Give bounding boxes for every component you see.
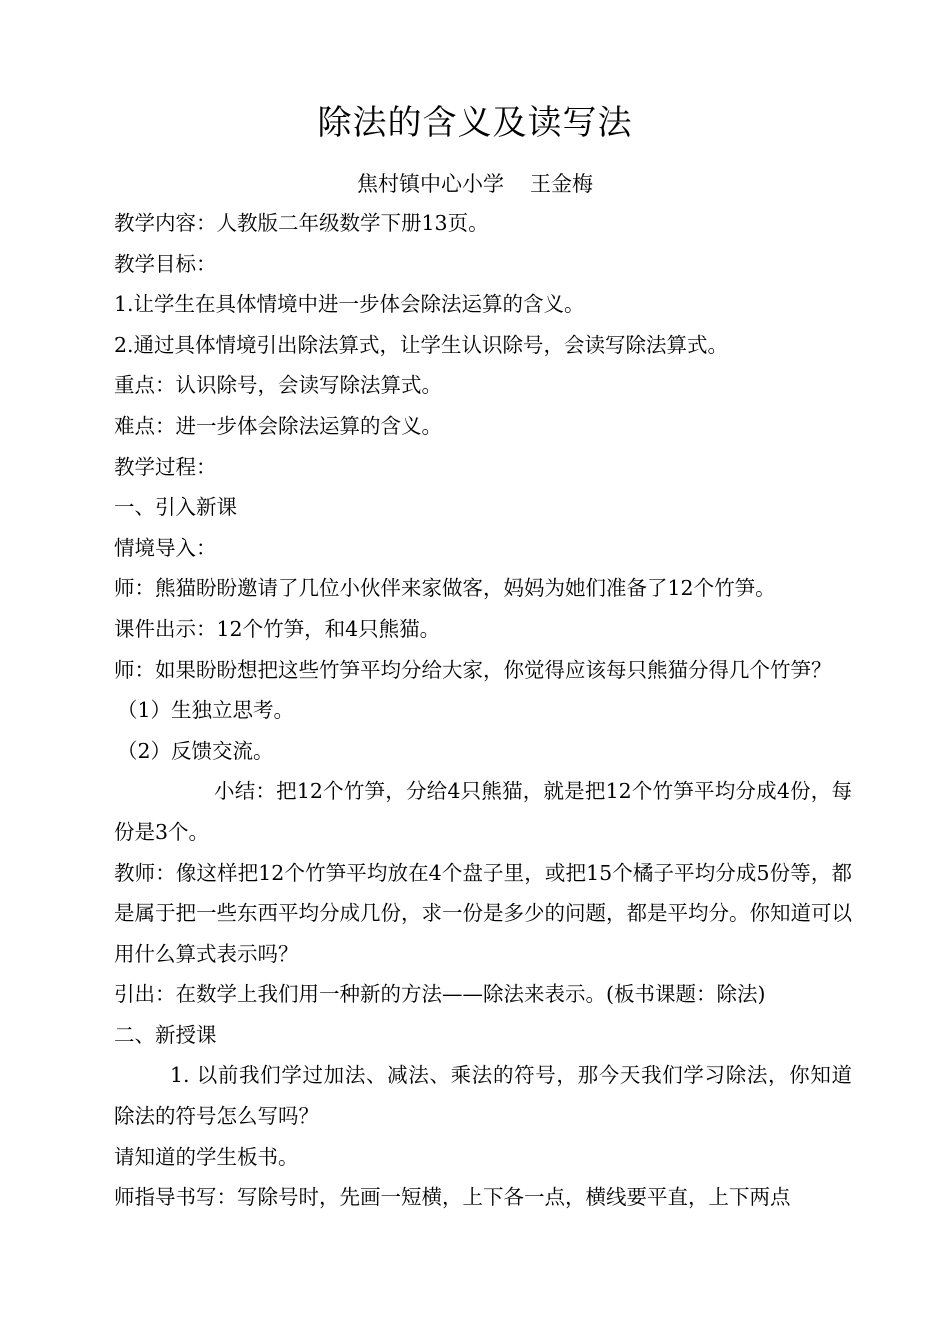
key-point: 重点：认识除号，会读写除法算式。 bbox=[114, 373, 442, 398]
step-item-1: （1）生独立思考。 bbox=[117, 698, 295, 723]
author-name: 王金梅 bbox=[530, 172, 593, 196]
goals-heading: 教学目标： bbox=[114, 251, 217, 276]
teacher-line-1: 师：熊猫盼盼邀请了几位小伙伴来家做客，妈妈为她们准备了12个竹笋。 bbox=[114, 576, 776, 601]
difficulty-point: 难点：进一步体会除法运算的含义。 bbox=[114, 413, 442, 438]
courseware-line: 课件出示：12个竹笋，和4只熊猫。 bbox=[114, 616, 441, 641]
teaching-content: 教学内容：人教版二年级数学下册13页。 bbox=[114, 211, 489, 235]
new-lesson-item-1: 1. 以前我们学过加法、减法、乘法的符号，那今天我们学习除法，你知道除法的符号怎么写吗？ bbox=[114, 1063, 852, 1129]
teacher-line-2: 师：如果盼盼想把这些竹笋平均分给大家，你觉得应该每只熊猫分得几个竹笋？ bbox=[114, 657, 832, 682]
summary-paragraph: 小结：把12个竹笋，分给4只熊猫，就是把12个竹笋平均分成4份，每份是3个。 bbox=[114, 779, 852, 844]
board-writing-line: 请知道的学生板书。 bbox=[114, 1144, 299, 1169]
author-line bbox=[0, 166, 950, 202]
process-heading: 教学过程： bbox=[114, 454, 217, 479]
document-title: 除法的含义及读写法 bbox=[317, 103, 633, 143]
section-heading-2: 二、新授课 bbox=[114, 1022, 217, 1047]
goal-item-1: 1.让学生在具体情境中进一步体会除法运算的含义。 bbox=[114, 292, 585, 317]
lead-out-line: 引出：在数学上我们用一种新的方法——除法来表示。(板书课题：除法) bbox=[114, 982, 766, 1007]
step-item-2: （2）反馈交流。 bbox=[117, 738, 274, 763]
document-body bbox=[114, 203, 852, 1218]
writing-guide-line: 师指导书写：写除号时，先画一短横，上下各一点，横线要平直，上下两点 bbox=[114, 1185, 791, 1210]
author-school: 焦村镇中心小学 bbox=[357, 172, 504, 196]
goal-item-2: 2.通过具体情境引出除法算式，让学生认识除号，会读写除法算式。 bbox=[114, 332, 729, 357]
teacher-line-3: 教师：像这样把12个竹笋平均放在4个盘子里，或把15个橘子平均分成5份等，都是属于把一些东西平均分成几份，求一份是多少的问题，都是平均分。你知道可以用什么算式表示吗？ bbox=[114, 860, 852, 966]
section-heading-1: 一、引入新课 bbox=[114, 495, 237, 520]
scenario-intro: 情境导入： bbox=[114, 535, 217, 560]
